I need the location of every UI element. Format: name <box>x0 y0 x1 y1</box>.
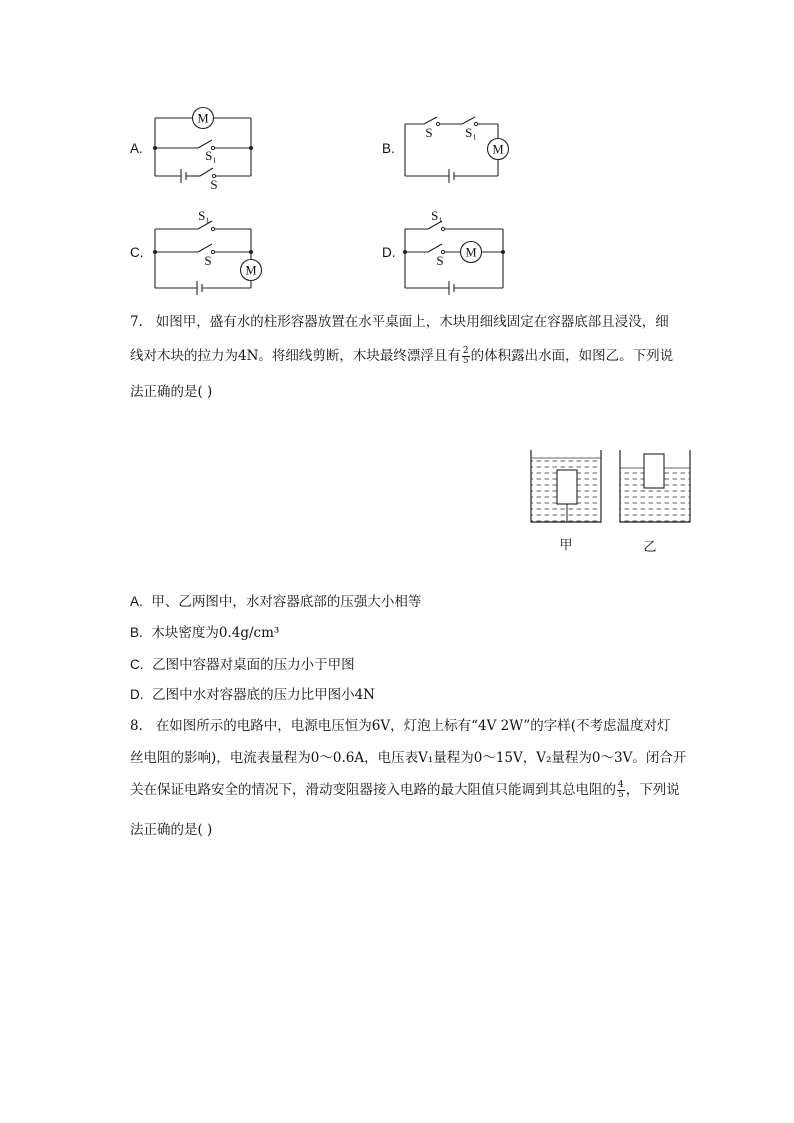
figure-label-yi: 乙 <box>643 539 657 554</box>
option-text: 木块密度为0.4g/cm³ <box>151 625 280 641</box>
option-text: 乙图中水对容器底的压力比甲图小4N <box>152 687 375 703</box>
motor-label-b: M <box>492 142 504 157</box>
q8-stem-line4: 法正确的是( ) <box>130 822 213 838</box>
switch-label-a-s: S <box>210 177 218 192</box>
q7-stem-line2a: 线对木块的拉力为4N。将细线剪断，木块最终漂浮且有 <box>130 348 461 364</box>
q8-fraction <box>617 781 625 800</box>
q7-beaker-figures <box>520 440 700 560</box>
q7-number: 7. <box>130 314 143 330</box>
switch-label-d-s1: S₁ <box>431 208 443 223</box>
circuit-d <box>405 221 503 295</box>
q8-stem-line3a: 关在保证电路安全的情况下，滑动变阻器接入电路的最大阻值只能调到其总电阻的 <box>130 782 616 798</box>
wood-block-floating <box>644 454 664 488</box>
q8-stem-line2: 丝电阻的影响)，电流表量程为0～0.6A，电压表V₁量程为0～15V，V₂量程为0～3V。闭合开 <box>130 750 687 766</box>
q7-line1 <box>130 312 669 332</box>
switch-label-b-s1: S₁ <box>465 125 477 140</box>
q7-stem-line3: 法正确的是( ) <box>130 384 213 400</box>
switch-label-a-s1: S₁ <box>205 148 217 163</box>
circuit-option-b: B. <box>382 141 395 156</box>
junction-dot <box>249 146 253 150</box>
switch-contact <box>441 227 444 230</box>
junction-dot <box>153 250 157 254</box>
q7-option-d[interactable] <box>130 685 375 705</box>
q7-option-c[interactable] <box>130 655 355 675</box>
circuit-diagrams <box>0 0 794 300</box>
option-letter: C. <box>130 657 144 672</box>
switch-label-b-s: S <box>425 125 433 140</box>
switch-label-c-s: S <box>204 253 212 268</box>
q8-line1 <box>130 716 671 736</box>
q7-stem-line2b: 的体积露出水面，如图乙。下列说 <box>470 348 674 364</box>
q7-fraction <box>462 347 470 366</box>
junction-dot <box>249 250 253 254</box>
option-letter: D. <box>130 687 144 702</box>
option-letter: B. <box>130 625 143 640</box>
switch-contact <box>211 227 214 230</box>
switch-label-c-s1: S₁ <box>198 208 210 223</box>
q8-stem-line3b: ，下列说 <box>625 782 680 798</box>
fraction-numerator: 4 <box>618 780 624 790</box>
q7-option-a[interactable] <box>130 592 421 612</box>
q7-line2 <box>130 346 673 366</box>
junction-dot <box>501 250 505 254</box>
figure-label-jia: 甲 <box>559 537 573 552</box>
fraction-denominator: 5 <box>462 356 469 366</box>
option-text: 甲、乙两图中，水对容器底部的压强大小相等 <box>151 594 422 610</box>
q8-stem-line1: 在如图所示的电路中，电源电压恒为6V，灯泡上标有“4V 2W”的字样(不考虑温度对灯 <box>155 718 671 734</box>
option-letter: A. <box>130 594 143 609</box>
q7-stem-line1: 如图甲，盛有水的柱形容器放置在水平桌面上，木块用细线固定在容器底部且浸没，细 <box>155 314 669 330</box>
wood-block-submerged <box>557 470 577 504</box>
switch-label-d-s: S <box>436 253 444 268</box>
switch-contact <box>436 122 439 125</box>
circuit-option-c: C. <box>130 245 144 260</box>
junction-dot <box>153 146 157 150</box>
switch-contact <box>211 250 214 253</box>
circuit-option-a: A. <box>130 141 143 156</box>
q8-number: 8. <box>130 718 143 734</box>
q7-option-b[interactable] <box>130 623 279 643</box>
circuit-option-d: D. <box>382 245 396 260</box>
fraction-denominator: 5 <box>618 790 624 800</box>
junction-dot <box>403 250 407 254</box>
circuit-b <box>405 117 498 183</box>
motor-label-d: M <box>465 245 477 260</box>
beaker-yi <box>620 450 690 522</box>
fraction-numerator: 2 <box>462 346 469 356</box>
circuit-c <box>155 221 251 295</box>
motor-label-c: M <box>245 263 257 278</box>
motor-label-a: M <box>197 111 209 126</box>
option-text: 乙图中容器对桌面的压力小于甲图 <box>152 657 355 673</box>
beaker-jia <box>531 450 601 522</box>
q8-line3 <box>130 780 680 800</box>
